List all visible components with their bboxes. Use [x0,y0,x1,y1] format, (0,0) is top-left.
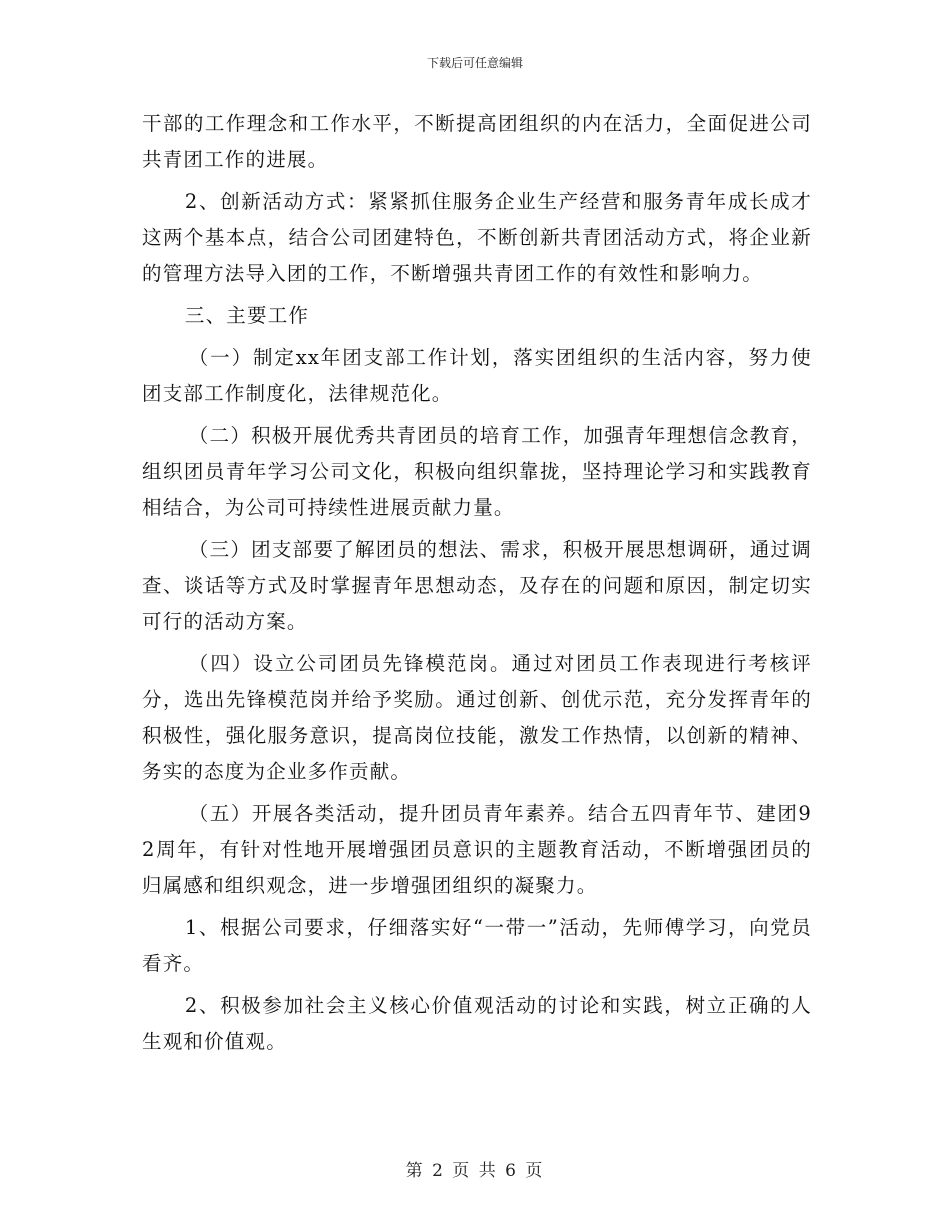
document-body [142,106,812,1066]
paragraph: 2、积极参加社会主义核心价值观活动的讨论和实践，树立正确的人生观和价值观。 [142,994,812,1053]
paragraph: （二）积极开展优秀共青团员的培育工作，加强青年理想信念教育，组织团员青年学习公司文化，积极向组织靠拢，坚持理论学习和实践教育相结合，为公司可持续性进展贡献力量。 [142,424,812,519]
page-header: 下载后可任意编辑 [426,56,523,70]
paragraph: 2、创新活动方式：紧紧抓住服务企业生产经营和服务青年成长成才这两个基本点，结合公司团建特色，不断创新共青团活动方式，将企业新的管理方法导入团的工作，不断增强共青团工作的有效性和影响力。 [142,190,812,285]
paragraph: （三）团支部要了解团员的想法、需求，积极开展思想调研，通过调查、谈话等方式及时掌握青年思想动态，及存在的问题和原因，制定切实可行的活动方案。 [142,538,812,633]
paragraph: 1、根据公司要求，仔细落实好“一带一”活动，先师傅学习，向党员看齐。 [142,916,812,975]
page-number: 第 2 页 共 6 页 [405,1161,545,1181]
section-heading: 三、主要工作 [184,304,310,327]
paragraph: （四）设立公司团员先锋模范岗。通过对团员工作表现进行考核评分，选出先锋模范岗并给予奖励。通过创新、创优示范，充分发挥青年的积极性，强化服务意识，提高岗位技能，激发工作热情，以创新的精神、务实的态度为企业多作贡献。 [142,652,812,783]
paragraph: （五）开展各类活动，提升团员青年素养。结合五四青年节、建团92周年，有针对性地开展增强团员意识的主题教育活动，不断增强团员的归属感和组织观念，进一步增强团组织的凝聚力。 [142,802,812,897]
paragraph: （一）制定xx年团支部工作计划，落实团组织的生活内容，努力使团支部工作制度化，法律规范化。 [142,346,812,405]
paragraph: 干部的工作理念和工作水平，不断提高团组织的内在活力，全面促进公司共青团工作的进展。 [142,112,812,171]
